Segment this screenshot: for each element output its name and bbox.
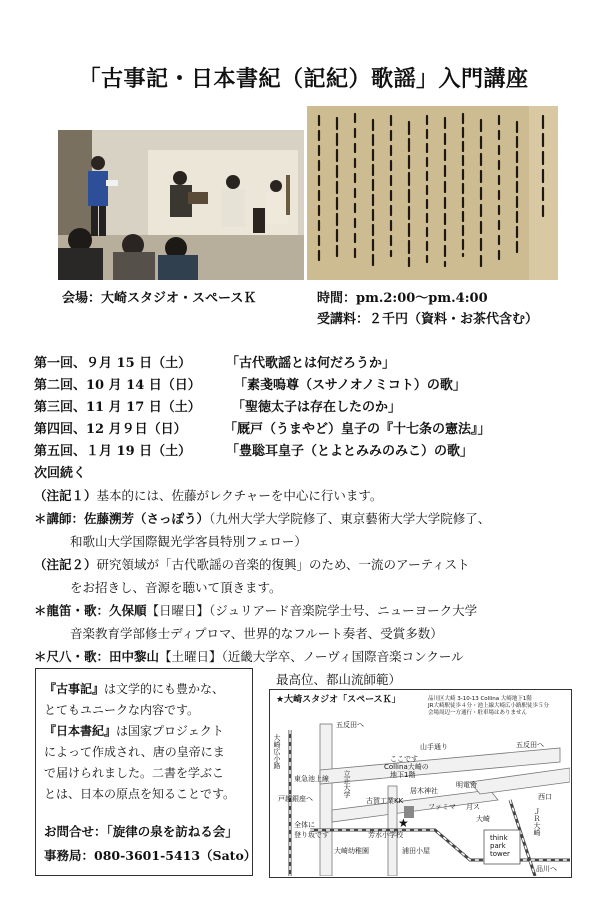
flute-performer bbox=[34, 601, 477, 619]
map-label: 西口 bbox=[538, 793, 552, 801]
note1 bbox=[34, 486, 382, 504]
map-label: park bbox=[490, 842, 506, 850]
map-label: 月ス bbox=[466, 803, 480, 811]
box-line: とは、日本の原点を知ることです。 bbox=[44, 787, 236, 801]
note2-label: （注記２） bbox=[34, 557, 97, 572]
schedule-date: 第四回、12 月９日（日） bbox=[34, 422, 187, 437]
nihon-text: は国家プロジェクト bbox=[116, 724, 224, 738]
continued-text: 次回続く bbox=[34, 466, 87, 481]
map-label: 芳水小学校 bbox=[368, 831, 403, 839]
map-title: ★大崎スタジオ「スペースＫ」 bbox=[276, 695, 401, 705]
map-label: tower bbox=[490, 850, 510, 858]
box-line: で届けられました。二書を学ぶこ bbox=[44, 766, 225, 780]
map-label: ＪＲ大崎 bbox=[533, 808, 541, 836]
contact-text: お問合せ：「旋律の泉を訪ねる会」 bbox=[44, 824, 238, 839]
schedule-topic: 「厩戸（うまやど）皇子の『十七条の憲法』」 bbox=[224, 422, 491, 437]
schedule-item bbox=[34, 352, 396, 371]
svg-text:★: ★ bbox=[398, 816, 409, 830]
note1-label: （注記１） bbox=[34, 488, 97, 503]
map-label: 五反田へ bbox=[516, 741, 544, 749]
map-access: JR大崎駅徒歩４分・池上線大崎広小路駅徒歩５分 bbox=[428, 703, 549, 709]
note2-text2: をお招きし、音源を聴いて頂きます。 bbox=[70, 580, 282, 595]
schedule-topic: 「素戔嗚尊（スサノオノミコト）の歌」 bbox=[234, 378, 466, 393]
map-label: Collina大崎の bbox=[384, 763, 429, 771]
schedule-date: 第三回、11 月 17 日（土） bbox=[34, 400, 201, 415]
flute-text: 【日曜日】（ジュリアード音楽院学士号、ニューヨーク大学 bbox=[146, 603, 478, 618]
map-label: 地下1階 bbox=[390, 771, 416, 779]
shaku-label: ＊尺八・歌：田中黎山 bbox=[34, 649, 160, 664]
map-label: 立正大学 bbox=[343, 770, 351, 798]
schedule-date: 第二回、10 月 14 日（日） bbox=[34, 378, 201, 393]
map-label: 大崎幼稚園 bbox=[334, 847, 369, 855]
map-label: 大崎広小路 bbox=[273, 734, 281, 769]
box-line bbox=[44, 680, 224, 697]
fee-text: 受講料：２千円（資料・お茶代含む） bbox=[317, 312, 539, 327]
schedule-topic: 「聖徳太子は存在したのか」 bbox=[232, 400, 402, 415]
nihon-label: 『日本書紀』 bbox=[44, 724, 117, 738]
schedule-topic: 「古代歌謡とは何だろうか」 bbox=[226, 356, 396, 371]
flute-text2: 音楽教育学部修士ディプロマ、世界的なフルート奏者、受賞多数） bbox=[70, 626, 443, 641]
box-line: とてもユニークな内容です。 bbox=[44, 703, 200, 717]
map-label: ここです bbox=[390, 755, 418, 763]
schedule-item bbox=[34, 374, 466, 393]
page-title: 「古事記・日本書紀（記紀）歌謡」入門講座 bbox=[78, 66, 529, 92]
shaku-text: 【土曜日】（近畿大学卒、ノーヴィ国際音楽コンクール bbox=[159, 649, 464, 664]
lecturer bbox=[34, 509, 490, 527]
access-map bbox=[269, 689, 572, 878]
map-label: 大崎 bbox=[476, 815, 490, 823]
note2 bbox=[34, 555, 470, 573]
kojiki-text: は文学的にも豊かな、 bbox=[104, 682, 225, 696]
map-label: 東急池上線 bbox=[294, 775, 329, 783]
map-label: 山手通り bbox=[420, 743, 448, 751]
lecturer-text2: 和歌山大学国際観光学客員特別フェロー） bbox=[70, 534, 307, 549]
map-address: 品川区大崎 3-10-13 Collina 大崎地下1階 bbox=[428, 696, 532, 702]
manuscript-photo bbox=[307, 106, 558, 280]
map-label: 戸越銀座へ bbox=[278, 795, 313, 803]
map-label: 五反田へ bbox=[336, 721, 364, 729]
flute-label: ＊龍笛・歌：久保順 bbox=[34, 603, 147, 618]
shaku-text2: 最高位、都山流師範） bbox=[276, 672, 402, 687]
venue-text: 会場：大崎スタジオ・スペースＫ bbox=[62, 291, 257, 306]
note1-text: 基本的には、佐藤がレクチャーを中心に行います。 bbox=[96, 488, 383, 503]
shakuhachi-performer bbox=[34, 647, 464, 665]
concert-photo bbox=[58, 130, 304, 280]
lecturer-label: ＊講師：佐藤溯芳（さっぽう） bbox=[34, 511, 210, 526]
kojiki-label: 『古事記』 bbox=[44, 682, 105, 696]
schedule-topic: 「豊聡耳皇子（とよとみみのみこ）の歌」 bbox=[226, 444, 474, 459]
schedule-date: 第五回、１月 19 日（土） bbox=[34, 444, 192, 459]
map-label: 品川へ bbox=[536, 865, 557, 873]
lecturer-text: （九州大学大学院修了、東京藝術大学大学院修了、 bbox=[209, 511, 491, 526]
schedule-item bbox=[34, 396, 402, 415]
map-label: 全体に 登り坂です bbox=[294, 821, 329, 839]
map-label: 古賀工業KK bbox=[366, 797, 404, 805]
schedule-item bbox=[34, 440, 474, 459]
map-note: 会場周辺一方通行・駐車場はありません bbox=[428, 710, 528, 716]
map-label: 明電舎 bbox=[456, 781, 477, 789]
note2-text: 研究領域が「古代歌謡の音楽的復興」のため、一流のアーティスト bbox=[96, 557, 470, 572]
schedule-item bbox=[34, 418, 491, 437]
schedule-date: 第一回、９月 15 日（土） bbox=[34, 356, 192, 371]
map-label: ファミマ bbox=[428, 803, 456, 811]
office-phone: 事務局：080-3601-5413（Sato） bbox=[44, 848, 257, 863]
box-line: によって作成され、唐の皇帝にま bbox=[44, 745, 225, 759]
time-text: 時間：pm.2:00～pm.4:00 bbox=[317, 291, 488, 306]
map-label: think bbox=[490, 834, 508, 842]
map-label: 浦田小屋 bbox=[402, 847, 430, 855]
box-line bbox=[44, 722, 224, 739]
map-label: 居木神社 bbox=[410, 787, 438, 795]
